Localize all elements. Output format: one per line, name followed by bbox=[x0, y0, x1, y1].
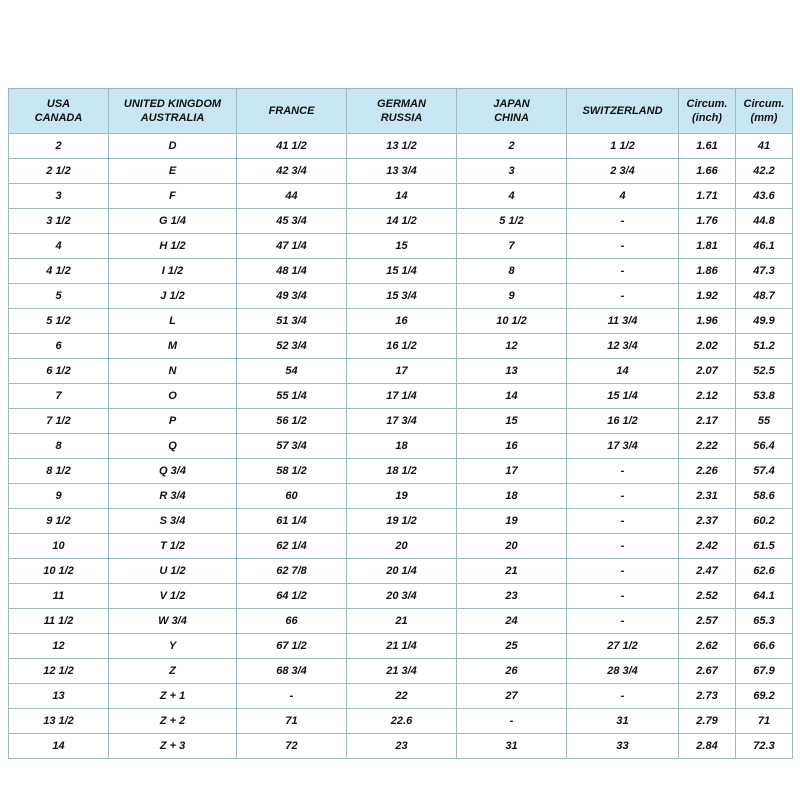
table-cell: E bbox=[109, 159, 237, 184]
table-cell: 2 bbox=[9, 134, 109, 159]
table-cell: Z bbox=[109, 659, 237, 684]
column-header: Circum. (mm) bbox=[736, 89, 793, 134]
table-cell: 11 bbox=[9, 584, 109, 609]
table-cell: 5 bbox=[9, 284, 109, 309]
table-cell: 2.47 bbox=[679, 559, 736, 584]
table-row bbox=[9, 184, 793, 209]
table-cell: 65.3 bbox=[736, 609, 793, 634]
table-cell: 20 bbox=[457, 534, 567, 559]
table-cell: 2.12 bbox=[679, 384, 736, 409]
table-cell: 7 bbox=[457, 234, 567, 259]
table-cell: 6 1/2 bbox=[9, 359, 109, 384]
table-row bbox=[9, 609, 793, 634]
table-cell: 2 bbox=[457, 134, 567, 159]
table-cell: P bbox=[109, 409, 237, 434]
table-cell: 47 1/4 bbox=[237, 234, 347, 259]
table-cell: 2.57 bbox=[679, 609, 736, 634]
table-cell: 17 3/4 bbox=[567, 434, 679, 459]
table-cell: 51 3/4 bbox=[237, 309, 347, 334]
table-cell: 1.61 bbox=[679, 134, 736, 159]
table-cell: 23 bbox=[347, 734, 457, 759]
table-cell: 27 1/2 bbox=[567, 634, 679, 659]
table-cell: 42 3/4 bbox=[237, 159, 347, 184]
table-cell: 19 bbox=[457, 509, 567, 534]
table-cell: 17 1/4 bbox=[347, 384, 457, 409]
table-cell: 58.6 bbox=[736, 484, 793, 509]
table-cell: 16 bbox=[347, 309, 457, 334]
table-cell: 15 3/4 bbox=[347, 284, 457, 309]
table-cell: 9 bbox=[9, 484, 109, 509]
table-cell: 13 1/2 bbox=[347, 134, 457, 159]
table-cell: 66 bbox=[237, 609, 347, 634]
table-cell: 2.07 bbox=[679, 359, 736, 384]
table-cell: - bbox=[567, 534, 679, 559]
table-cell: Z + 3 bbox=[109, 734, 237, 759]
table-cell: 14 bbox=[567, 359, 679, 384]
table-cell: S 3/4 bbox=[109, 509, 237, 534]
table-cell: 20 bbox=[347, 534, 457, 559]
table-cell: 11 3/4 bbox=[567, 309, 679, 334]
table-cell: 14 bbox=[347, 184, 457, 209]
table-cell: L bbox=[109, 309, 237, 334]
table-cell: U 1/2 bbox=[109, 559, 237, 584]
table-cell: 60.2 bbox=[736, 509, 793, 534]
table-row bbox=[9, 459, 793, 484]
table-cell: 71 bbox=[736, 709, 793, 734]
table-cell: 8 bbox=[457, 259, 567, 284]
table-cell: 18 bbox=[347, 434, 457, 459]
table-cell: Y bbox=[109, 634, 237, 659]
table-cell: - bbox=[567, 459, 679, 484]
table-cell: 1.86 bbox=[679, 259, 736, 284]
table-row bbox=[9, 384, 793, 409]
table-cell: 23 bbox=[457, 584, 567, 609]
table-cell: 13 3/4 bbox=[347, 159, 457, 184]
table-cell: 1 1/2 bbox=[567, 134, 679, 159]
table-cell: 4 bbox=[457, 184, 567, 209]
table-cell: 7 1/2 bbox=[9, 409, 109, 434]
table-cell: 49.9 bbox=[736, 309, 793, 334]
table-cell: 14 1/2 bbox=[347, 209, 457, 234]
table-cell: 27 bbox=[457, 684, 567, 709]
table-cell: 10 1/2 bbox=[9, 559, 109, 584]
table-cell: 62 7/8 bbox=[237, 559, 347, 584]
table-cell: 28 3/4 bbox=[567, 659, 679, 684]
table-cell: 7 bbox=[9, 384, 109, 409]
table-cell: Z + 2 bbox=[109, 709, 237, 734]
table-cell: 53.8 bbox=[736, 384, 793, 409]
table-cell: 51.2 bbox=[736, 334, 793, 359]
table-cell: 43.6 bbox=[736, 184, 793, 209]
table-cell: 15 1/4 bbox=[567, 384, 679, 409]
table-cell: 16 1/2 bbox=[347, 334, 457, 359]
table-cell: 9 bbox=[457, 284, 567, 309]
table-cell: 2.62 bbox=[679, 634, 736, 659]
table-row bbox=[9, 709, 793, 734]
table-cell: 13 1/2 bbox=[9, 709, 109, 734]
table-cell: 19 1/2 bbox=[347, 509, 457, 534]
table-cell: 21 bbox=[347, 609, 457, 634]
table-cell: 9 1/2 bbox=[9, 509, 109, 534]
table-cell: 67.9 bbox=[736, 659, 793, 684]
column-header: GERMAN RUSSIA bbox=[347, 89, 457, 134]
table-cell: - bbox=[567, 484, 679, 509]
table-cell: 10 1/2 bbox=[457, 309, 567, 334]
table-cell: 69.2 bbox=[736, 684, 793, 709]
table-cell: 55 1/4 bbox=[237, 384, 347, 409]
column-header: UNITED KINGDOM AUSTRALIA bbox=[109, 89, 237, 134]
table-cell: 62 1/4 bbox=[237, 534, 347, 559]
table-cell: 44 bbox=[237, 184, 347, 209]
header-row bbox=[9, 89, 793, 134]
table-cell: 19 bbox=[347, 484, 457, 509]
table-cell: - bbox=[567, 234, 679, 259]
table-cell: J 1/2 bbox=[109, 284, 237, 309]
table-row bbox=[9, 134, 793, 159]
table-cell: M bbox=[109, 334, 237, 359]
table-cell: 15 bbox=[347, 234, 457, 259]
column-header: Circum. (inch) bbox=[679, 89, 736, 134]
table-row bbox=[9, 159, 793, 184]
table-cell: 26 bbox=[457, 659, 567, 684]
table-cell: 2 3/4 bbox=[567, 159, 679, 184]
table-cell: 17 bbox=[457, 459, 567, 484]
table-cell: 31 bbox=[457, 734, 567, 759]
table-row bbox=[9, 334, 793, 359]
table-cell: 68 3/4 bbox=[237, 659, 347, 684]
table-cell: O bbox=[109, 384, 237, 409]
table-cell: 56 1/2 bbox=[237, 409, 347, 434]
table-cell: 12 3/4 bbox=[567, 334, 679, 359]
table-cell: 1.81 bbox=[679, 234, 736, 259]
table-cell: 1.76 bbox=[679, 209, 736, 234]
table-cell: 21 3/4 bbox=[347, 659, 457, 684]
table-cell: 21 bbox=[457, 559, 567, 584]
table-cell: V 1/2 bbox=[109, 584, 237, 609]
table-cell: 60 bbox=[237, 484, 347, 509]
table-row bbox=[9, 209, 793, 234]
table-cell: - bbox=[567, 584, 679, 609]
table-cell: 13 bbox=[457, 359, 567, 384]
table-cell: 1.66 bbox=[679, 159, 736, 184]
table-cell: 15 1/4 bbox=[347, 259, 457, 284]
table-cell: 62.6 bbox=[736, 559, 793, 584]
table-cell: 2.73 bbox=[679, 684, 736, 709]
table-cell: 10 bbox=[9, 534, 109, 559]
table-row bbox=[9, 559, 793, 584]
table-row bbox=[9, 234, 793, 259]
table-cell: 3 bbox=[9, 184, 109, 209]
table-cell: Q 3/4 bbox=[109, 459, 237, 484]
table-cell: N bbox=[109, 359, 237, 384]
table-cell: 52.5 bbox=[736, 359, 793, 384]
table-cell: 17 3/4 bbox=[347, 409, 457, 434]
table-cell: 72.3 bbox=[736, 734, 793, 759]
table-cell: - bbox=[567, 509, 679, 534]
table-cell: - bbox=[237, 684, 347, 709]
table-cell: 8 1/2 bbox=[9, 459, 109, 484]
table-row bbox=[9, 309, 793, 334]
table-cell: 12 bbox=[9, 634, 109, 659]
table-cell: 64 1/2 bbox=[237, 584, 347, 609]
table-cell: 11 1/2 bbox=[9, 609, 109, 634]
table-cell: F bbox=[109, 184, 237, 209]
table-cell: 1.92 bbox=[679, 284, 736, 309]
table-cell: 71 bbox=[237, 709, 347, 734]
table-cell: 54 bbox=[237, 359, 347, 384]
table-cell: 48.7 bbox=[736, 284, 793, 309]
table-cell: 33 bbox=[567, 734, 679, 759]
table-cell: 45 3/4 bbox=[237, 209, 347, 234]
table-row bbox=[9, 734, 793, 759]
table-cell: 2.26 bbox=[679, 459, 736, 484]
table-cell: 2.84 bbox=[679, 734, 736, 759]
table-cell: 55 bbox=[736, 409, 793, 434]
table-cell: 57.4 bbox=[736, 459, 793, 484]
table-cell: 4 bbox=[567, 184, 679, 209]
table-cell: 2.67 bbox=[679, 659, 736, 684]
table-cell: 15 bbox=[457, 409, 567, 434]
table-cell: 61.5 bbox=[736, 534, 793, 559]
table-cell: D bbox=[109, 134, 237, 159]
table-cell: 72 bbox=[237, 734, 347, 759]
table-row bbox=[9, 684, 793, 709]
table-cell: 46.1 bbox=[736, 234, 793, 259]
table-cell: 2.37 bbox=[679, 509, 736, 534]
table-cell: Z + 1 bbox=[109, 684, 237, 709]
table-row bbox=[9, 659, 793, 684]
table-row bbox=[9, 509, 793, 534]
table-cell: 2.17 bbox=[679, 409, 736, 434]
column-header: SWITZERLAND bbox=[567, 89, 679, 134]
table-cell: 67 1/2 bbox=[237, 634, 347, 659]
table-cell: 5 1/2 bbox=[457, 209, 567, 234]
table-row bbox=[9, 259, 793, 284]
table-row bbox=[9, 359, 793, 384]
table-cell: 25 bbox=[457, 634, 567, 659]
table-cell: 5 1/2 bbox=[9, 309, 109, 334]
table-cell: 17 bbox=[347, 359, 457, 384]
table-cell: 1.71 bbox=[679, 184, 736, 209]
table-cell: 41 1/2 bbox=[237, 134, 347, 159]
table-cell: 20 3/4 bbox=[347, 584, 457, 609]
table-cell: 13 bbox=[9, 684, 109, 709]
table-cell: 42.2 bbox=[736, 159, 793, 184]
table-body bbox=[9, 134, 793, 759]
table-row bbox=[9, 534, 793, 559]
table-cell: 64.1 bbox=[736, 584, 793, 609]
table-cell: 47.3 bbox=[736, 259, 793, 284]
table-cell: 57 3/4 bbox=[237, 434, 347, 459]
column-header: FRANCE bbox=[237, 89, 347, 134]
table-cell: - bbox=[567, 609, 679, 634]
table-cell: 18 1/2 bbox=[347, 459, 457, 484]
column-header: USA CANADA bbox=[9, 89, 109, 134]
table-cell: 2.52 bbox=[679, 584, 736, 609]
table-cell: 49 3/4 bbox=[237, 284, 347, 309]
table-cell: Q bbox=[109, 434, 237, 459]
table-row bbox=[9, 484, 793, 509]
table-row bbox=[9, 634, 793, 659]
table-cell: T 1/2 bbox=[109, 534, 237, 559]
table-cell: 16 1/2 bbox=[567, 409, 679, 434]
table-cell: 48 1/4 bbox=[237, 259, 347, 284]
table-cell: G 1/4 bbox=[109, 209, 237, 234]
table-cell: R 3/4 bbox=[109, 484, 237, 509]
table-cell: 2.79 bbox=[679, 709, 736, 734]
table-cell: 12 1/2 bbox=[9, 659, 109, 684]
table-cell: - bbox=[567, 209, 679, 234]
table-row bbox=[9, 434, 793, 459]
table-cell: W 3/4 bbox=[109, 609, 237, 634]
table-header bbox=[9, 89, 793, 134]
table-cell: 2.22 bbox=[679, 434, 736, 459]
table-cell: 22 bbox=[347, 684, 457, 709]
table-cell: 21 1/4 bbox=[347, 634, 457, 659]
table-cell: 8 bbox=[9, 434, 109, 459]
table-cell: 22.6 bbox=[347, 709, 457, 734]
table-cell: 61 1/4 bbox=[237, 509, 347, 534]
table-cell: 56.4 bbox=[736, 434, 793, 459]
table-cell: 14 bbox=[9, 734, 109, 759]
table-cell: 4 1/2 bbox=[9, 259, 109, 284]
table-cell: 2.31 bbox=[679, 484, 736, 509]
table-cell: 2.02 bbox=[679, 334, 736, 359]
table-cell: 3 bbox=[457, 159, 567, 184]
table-cell: 52 3/4 bbox=[237, 334, 347, 359]
table-cell: 1.96 bbox=[679, 309, 736, 334]
table-cell: - bbox=[567, 559, 679, 584]
column-header: JAPAN CHINA bbox=[457, 89, 567, 134]
table-cell: 2.42 bbox=[679, 534, 736, 559]
table-cell: 24 bbox=[457, 609, 567, 634]
table-row bbox=[9, 284, 793, 309]
table-cell: 4 bbox=[9, 234, 109, 259]
table-cell: 6 bbox=[9, 334, 109, 359]
table-cell: 31 bbox=[567, 709, 679, 734]
ring-size-conversion-table bbox=[8, 88, 793, 759]
table-cell: - bbox=[567, 259, 679, 284]
table-cell: 58 1/2 bbox=[237, 459, 347, 484]
table-cell: 14 bbox=[457, 384, 567, 409]
table-cell: - bbox=[567, 684, 679, 709]
table-cell: 66.6 bbox=[736, 634, 793, 659]
table-cell: 41 bbox=[736, 134, 793, 159]
table-cell: 44.8 bbox=[736, 209, 793, 234]
table-cell: - bbox=[457, 709, 567, 734]
table-cell: 3 1/2 bbox=[9, 209, 109, 234]
table-cell: 12 bbox=[457, 334, 567, 359]
table-row bbox=[9, 409, 793, 434]
table-cell: 2 1/2 bbox=[9, 159, 109, 184]
table-cell: H 1/2 bbox=[109, 234, 237, 259]
table-cell: 16 bbox=[457, 434, 567, 459]
table-row bbox=[9, 584, 793, 609]
table-cell: I 1/2 bbox=[109, 259, 237, 284]
table-cell: - bbox=[567, 284, 679, 309]
table-cell: 20 1/4 bbox=[347, 559, 457, 584]
table-cell: 18 bbox=[457, 484, 567, 509]
